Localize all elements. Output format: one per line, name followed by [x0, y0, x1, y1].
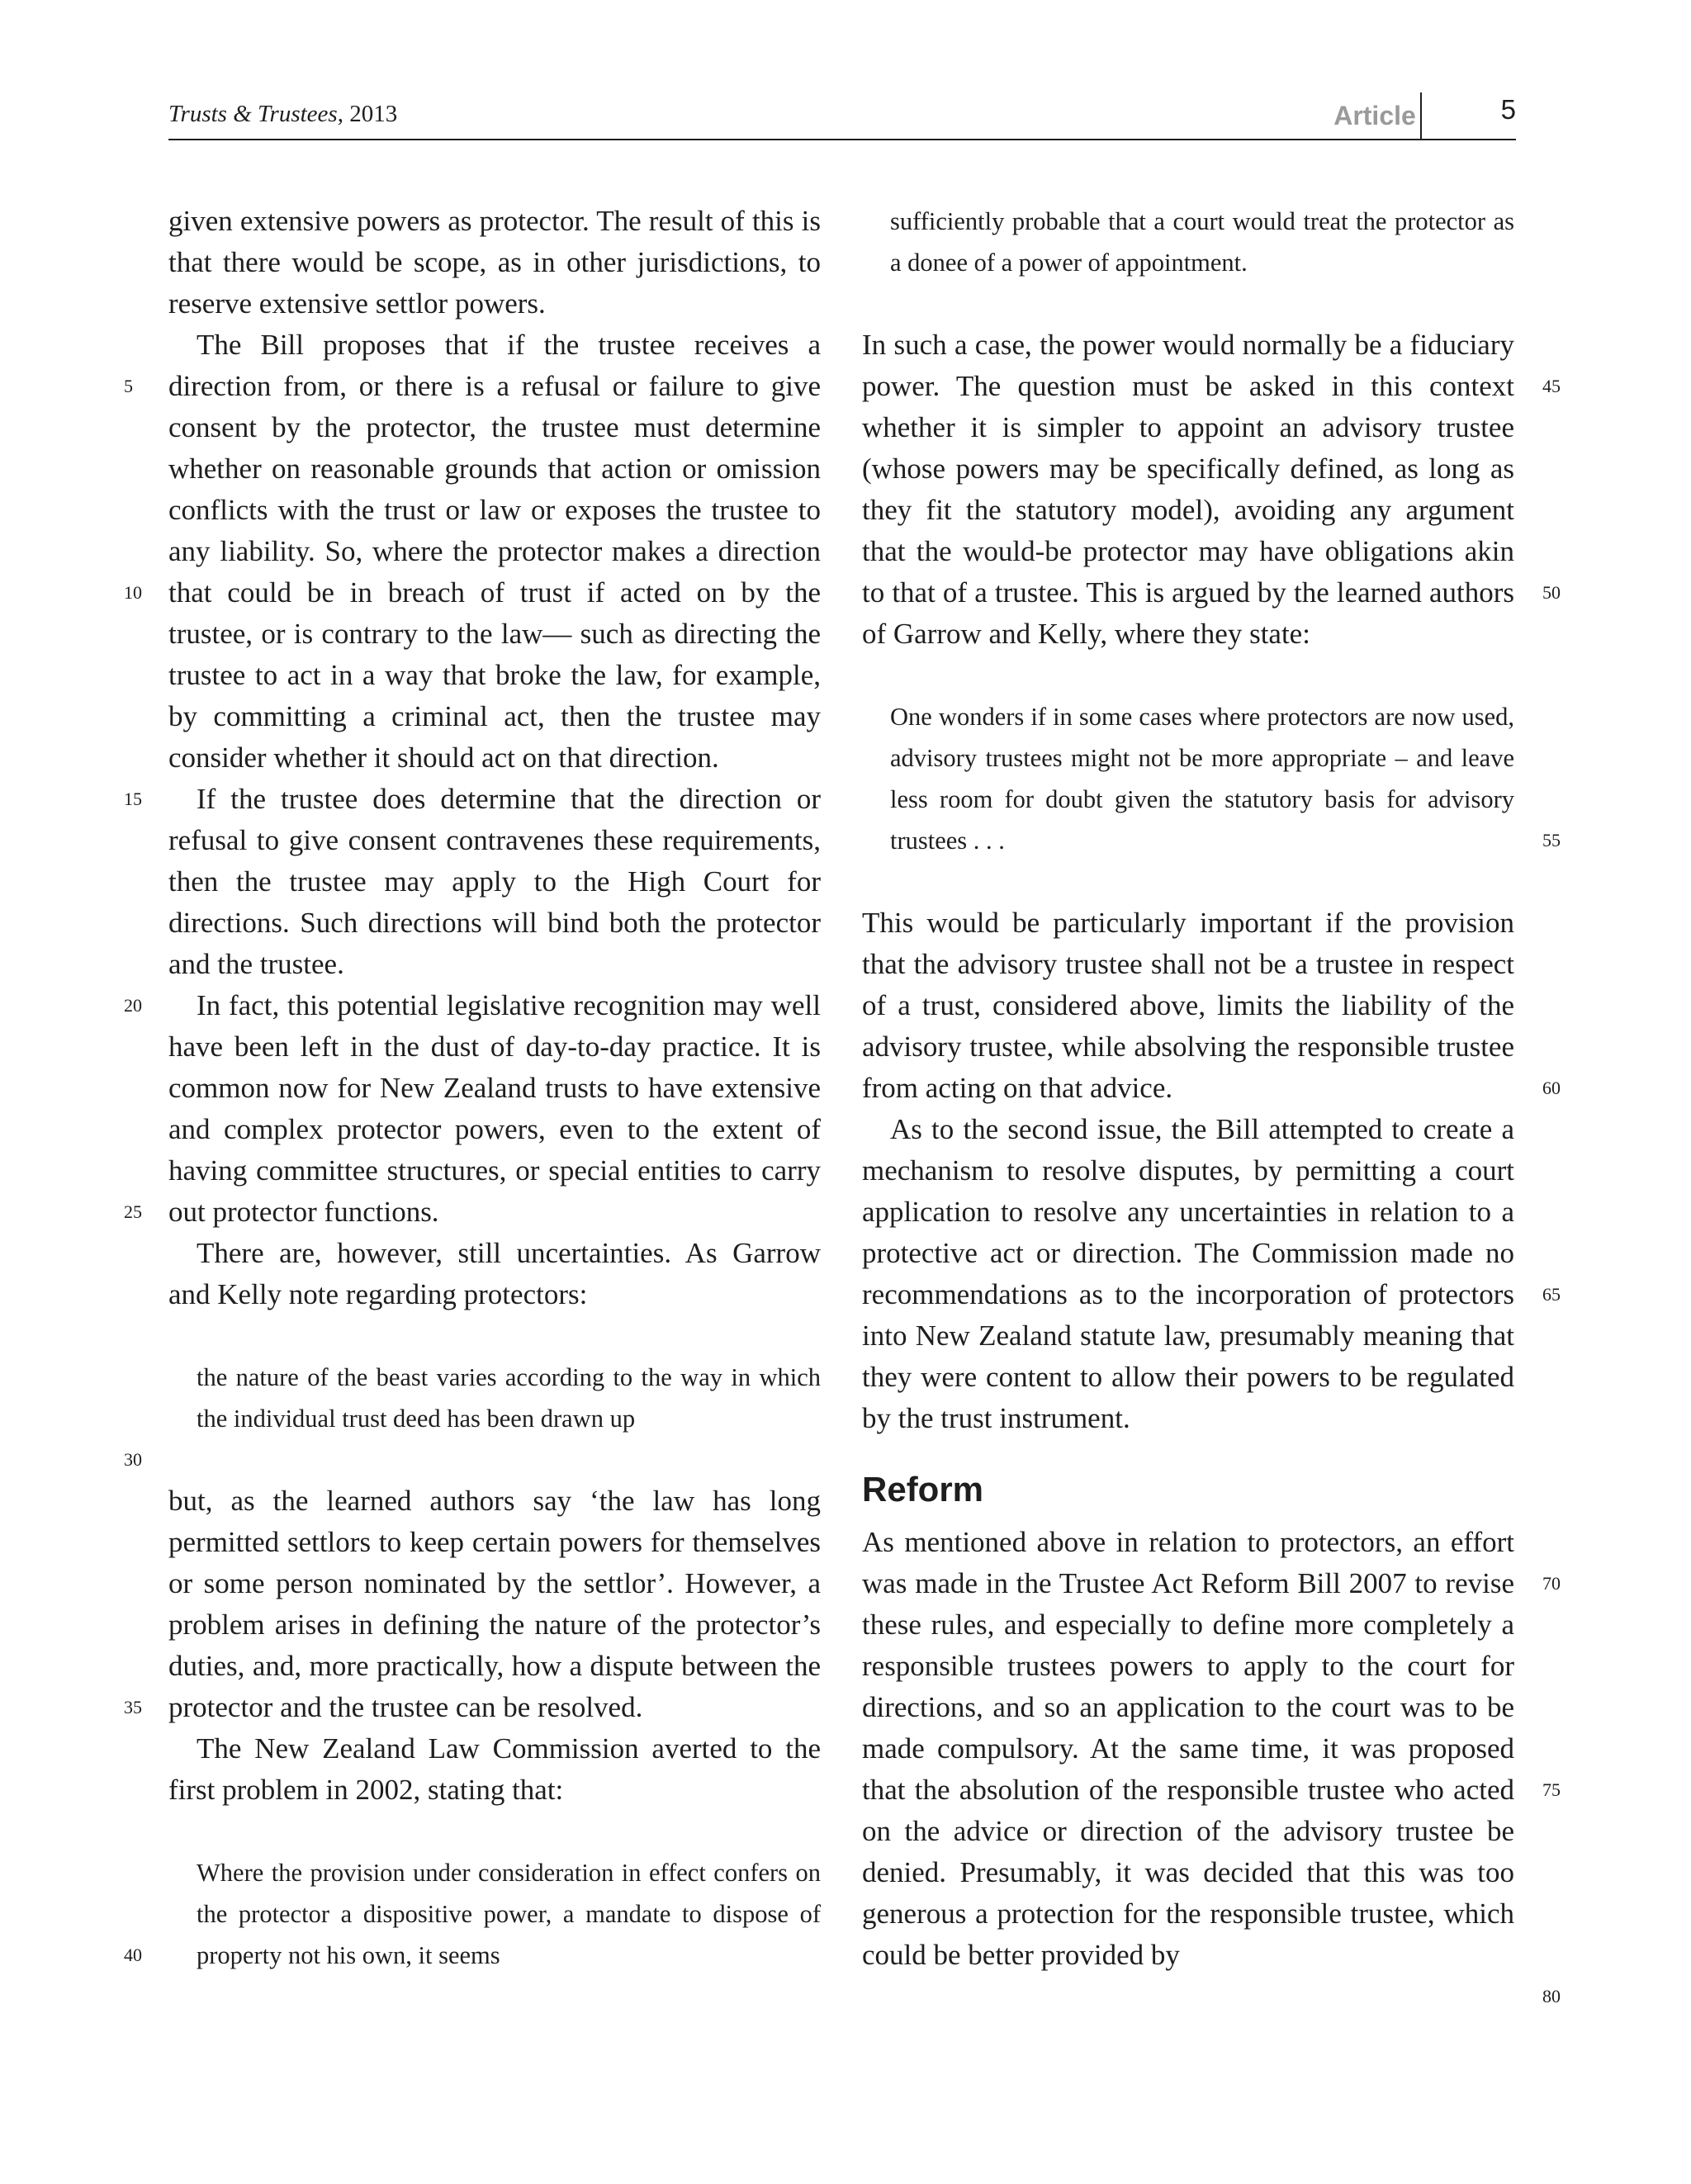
paragraph: given extensive powers as protector. The result of this is that there would be scope, as in other jurisdictions, to reserve extensive settlor powers. [168, 205, 821, 320]
page-number: 5 [1500, 94, 1516, 125]
section-heading: Reform [862, 1470, 984, 1509]
line-number: 70 [1542, 1573, 1561, 1594]
line-number: 45 [1542, 376, 1561, 396]
line-number: 25 [124, 1201, 142, 1222]
paragraph: If the trustee does determine that the direction or refusal to give consent contravenes these requirements, then the trustee may apply to the High Court for directions. Such directions will bind both the protector and the trustee. [168, 783, 821, 980]
journal-year: , 2013 [337, 101, 398, 127]
line-number: 20 [124, 995, 142, 1016]
block-quote-continued: sufficiently probable that a court would treat the protector as a donee of a power of appointment. [890, 207, 1514, 277]
section-label: Article [1329, 92, 1422, 139]
line-number: 60 [1542, 1078, 1561, 1098]
right-column [862, 201, 1514, 1976]
line-number: 5 [124, 376, 133, 396]
line-number: 40 [124, 1945, 142, 1965]
journal-name: Trusts & Trustees [168, 101, 338, 127]
block-quote: One wonders if in some cases where protectors are now used, advisory trustees might not be more appropriate – and leave less room for doubt given the statutory basis for advisory trustees . . . [890, 703, 1514, 855]
paragraph: The Bill proposes that if the trustee receives a direction from, or there is a refusal or failure to give consent by the protector, the trustee must determine whether on reasonable grounds that action or omission conflicts with the trust or law or exposes the trustee to any liability. So, where the protector makes a direction that could be in breach of trust if acted on by the trustee, or is contrary to the law— such as directing the trustee to act in a way that broke the law, for example, by committing a criminal act, then the trustee may consider whether it should act on that direction. [168, 329, 821, 774]
line-number: 15 [124, 789, 142, 809]
paragraph: There are, however, still uncertainties. As Garrow and Kelly note regarding protectors: [168, 1237, 821, 1310]
journal-title [168, 101, 397, 128]
paragraph: As to the second issue, the Bill attempted to create a mechanism to resolve disputes, by permitting a court application to resolve any uncertainties in relation to a protective act or direction. The Commission made no recommendations as to the incorporation of protectors into New Zealand statute law, presumably meaning that they were content to allow their powers to be regulated by the trust instrument. [862, 1113, 1514, 1434]
line-number: 30 [124, 1449, 142, 1470]
line-number: 65 [1542, 1284, 1561, 1305]
left-column [168, 201, 821, 2017]
block-quote: the nature of the beast varies according to the way in which the individual trust deed has been drawn up [197, 1363, 821, 1433]
paragraph: In such a case, the power would normally be a fiduciary power. The question must be asked in this context whether it is simpler to appoint an advisory trustee (whose powers may be specifically defined, as long as they fit the statutory model), avoiding any argument that the would-be protector may have obligations akin to that of a trustee. This is argued by the learned authors of Garrow and Kelly, where they state: [862, 329, 1514, 650]
paragraph: The New Zealand Law Commission averted to the first problem in 2002, stating that: [168, 1732, 821, 1806]
paragraph: This would be particularly important if the provision that the advisory trustee shall not be a trustee in respect of a trust, considered above, limits the liability of the advisory trustee, while absolving the responsible trustee from acting on that advice. [862, 907, 1514, 1104]
paragraph: In fact, this potential legislative recognition may well have been left in the dust of day-to-day practice. It is common now for New Zealand trusts to have extensive and complex protector powers, even to the extent of having committee structures, or special entities to carry out protector functions. [168, 989, 821, 1228]
running-header [168, 92, 1516, 140]
line-number: 75 [1542, 1779, 1561, 1800]
line-number: 35 [124, 1697, 142, 1717]
header-rule [168, 139, 1516, 140]
block-quote: Where the provision under consideration in effect confers on the protector a dispositive power, a mandate to dispose of property not his own, it seems [197, 1859, 821, 1969]
line-number: 10 [124, 582, 142, 603]
line-number: 50 [1542, 582, 1561, 603]
line-number: 80 [1542, 1986, 1561, 2006]
line-number: 55 [1542, 830, 1561, 850]
paragraph: but, as the learned authors say ‘the law has long permitted settlors to keep certain powers for themselves or some person nominated by the settlor’. However, a problem arises in defining the nature of the protector’s duties, and, more practically, how a dispute between the protector and the trustee can be resolved. [168, 1485, 821, 1723]
paragraph: As mentioned above in relation to protectors, an effort was made in the Trustee Act Reform Bill 2007 to revise these rules, and especially to define more completely a responsible trustees powers to apply to the court for directions, and so an application to the court was to be made compulsory. At the same time, it was proposed that the absolution of the responsible trustee who acted on the advice or direction of the advisory trustee be denied. Presumably, it was decided that this was too generous a protection for the responsible trustee, which could be better provided by [862, 1526, 1514, 1971]
